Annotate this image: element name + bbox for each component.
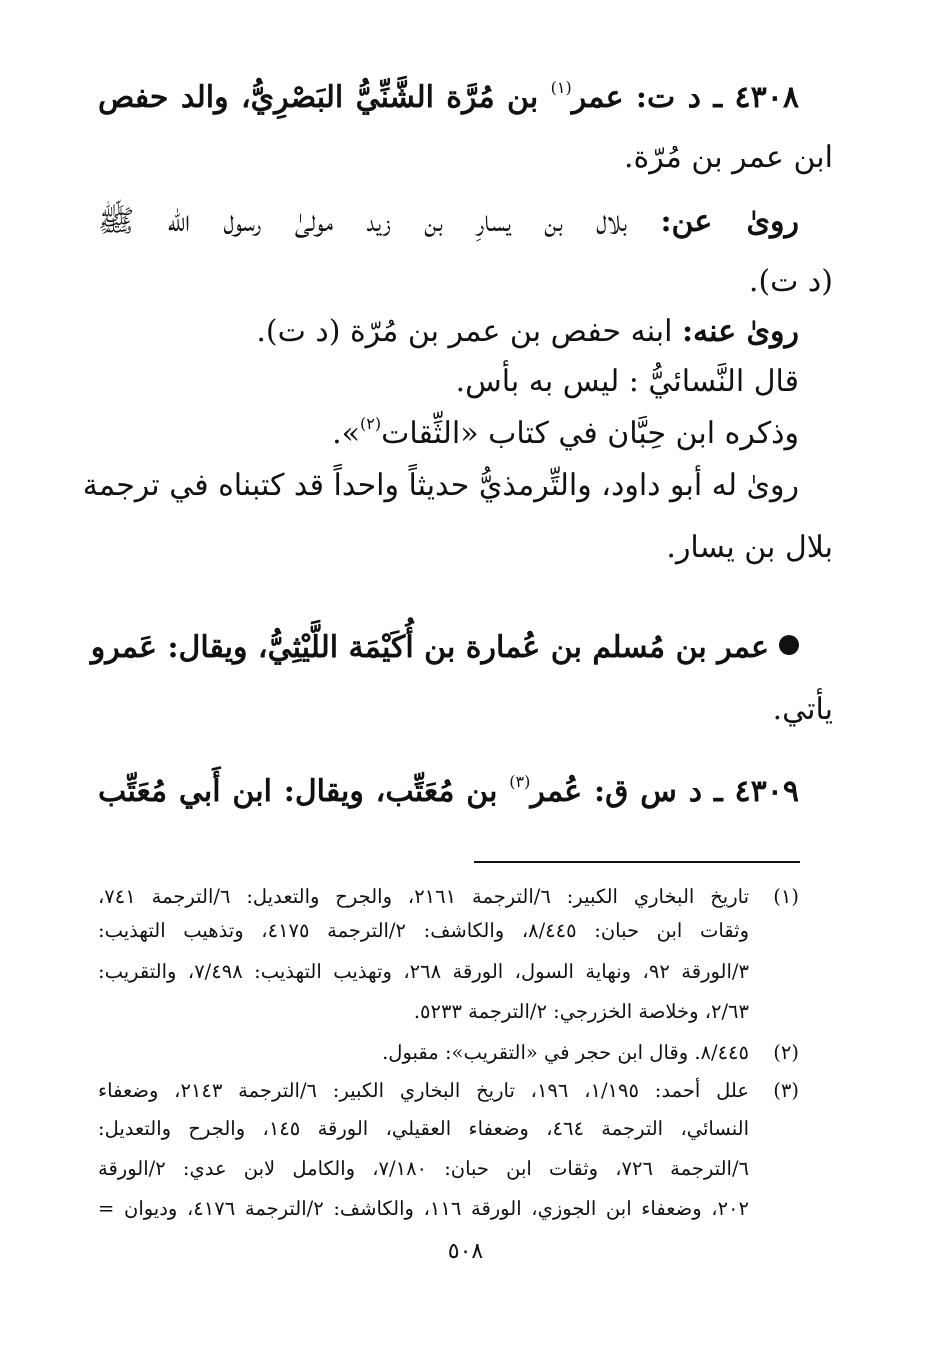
entry-name: عُمر [530, 774, 583, 809]
entry-4308-heading [98, 78, 799, 122]
entry-codes: ـ د س ق: [582, 774, 735, 809]
page-number: ٥٠٨ [447, 1239, 484, 1264]
footnote-3-line-2 [98, 1112, 799, 1146]
footnote-3-line-1 [98, 1074, 799, 1108]
footnote-ref-3: (٣) [509, 772, 531, 791]
footnote-3-line-3 [98, 1152, 799, 1186]
footnote-1-line-4 [98, 995, 799, 1029]
footnote-number: (١) [773, 885, 799, 908]
footnote-text: ٢/٦٣، وخلاصة الخزرجي: ٢/الترجمة ٥٢٣٣. [413, 1000, 749, 1023]
footnote-text: ٨/٤٤٥. وقال ابن حجر في «التقريب»: مقبول. [382, 1041, 749, 1064]
ibn-hibban-close: ». [332, 416, 361, 451]
footnote-1-line-3 [98, 955, 799, 989]
footnote-number: (٢) [773, 1041, 799, 1064]
entry-codes: ـ د ت: [623, 80, 735, 115]
footnote-ref-1: (١) [550, 78, 572, 97]
entry-4309-heading [98, 772, 799, 816]
entry-number: ٤٣٠٨ [734, 80, 799, 115]
ibn-hibban-line [98, 414, 799, 458]
footnote-text: وثقات ابن حبان: ٨/٤٤٥، والكاشف: ٢/الترجمة ٤١٧٥، وتذهيب التهذيب: [98, 919, 749, 942]
rawa-an-cont: (د ت). [748, 264, 833, 299]
cross-reference-line [90, 628, 799, 668]
entry-number: ٤٣٠٩ [734, 774, 799, 809]
rawa-an-label: روىٰ عن: [660, 204, 799, 239]
rawa-an-text: بلال بن يسارِ بن زيد مولىٰ رسول الله ﷺ [98, 204, 661, 239]
entry-name: عمر [571, 80, 624, 115]
rawa-anhu-label: روىٰ عنه: [681, 314, 799, 349]
footnote-ref-2: (٢) [360, 414, 382, 433]
rawa-anhu-line [98, 312, 799, 352]
footnote-separator [474, 861, 800, 863]
cross-reference-name: عمر بن مُسلم بن عُمارة بن أُكَيْمَة اللَّيْثِيُّ، ويقال: عَمرو [90, 630, 769, 665]
rawa-anhu-text: ابنه حفص بن عمر بن مُرّة (د ت). [256, 314, 682, 349]
cross-reference-cont: يأتي. [772, 692, 833, 727]
footnote-number: (٣) [773, 1079, 799, 1102]
footnote-2-line-1 [98, 1036, 799, 1070]
footnote-1-line-2 [98, 914, 799, 948]
footnote-text: ٣/الورقة ٩٢، ونهاية السول، الورقة ٢٦٨، وتهذيب التهذيب: ٧/٤٩٨، والتقريب: [98, 960, 749, 983]
entry-name-rest: بن مُرَّة الشَّنِّيُّ البَصْرِيُّ، والد حفص [98, 80, 551, 115]
nasai-line: قال النَّسائيُّ : ليس به بأس. [455, 364, 799, 399]
ibn-hibban-text: وذكره ابن حِبَّان في كتاب «الثِّقات [381, 416, 799, 451]
footnote-text: تاريخ البخاري الكبير: ٦/الترجمة ٢١٦١، والجرح والتعديل: ٦/الترجمة ٧٤١، [98, 885, 749, 908]
footnote-text: النسائي، الترجمة ٤٦٤، وضعفاء العقيلي، الورقة ١٤٥، والجرح والتعديل: [98, 1117, 749, 1140]
entry-4308-heading-cont: ابن عمر بن مُرّة. [624, 140, 833, 175]
narration-line-2: بلال بن يسار. [666, 530, 833, 565]
entry-name-rest: بن مُعَتِّب، ويقال: ابن أَبي مُعَتِّب [98, 774, 510, 809]
footnote-1-line-1 [98, 880, 799, 914]
bullet-icon [779, 635, 799, 655]
footnote-text: علل أحمد: ١/١٩٥، ١٩٦، تاريخ البخاري الكبير: ٦/الترجمة ٢١٤٣، وضعفاء [98, 1079, 749, 1102]
footnote-text: ٢٠٢، وضعفاء ابن الجوزي، الورقة ١١٦، والكاشف: ٢/الترجمة ٤١٧٦، وديوان = [98, 1197, 749, 1220]
rawa-an-line [98, 202, 799, 242]
footnote-text: ٦/الترجمة ٧٢٦، وثقات ابن حبان: ٧/١٨٠، والكامل لابن عدي: ٢/الورقة [98, 1157, 749, 1180]
footnote-3-line-4 [98, 1192, 799, 1226]
narration-line-1: روىٰ له أبو داود، والتِّرمذيُّ حديثاً واحداً قد كتبناه في ترجمة [82, 468, 799, 503]
